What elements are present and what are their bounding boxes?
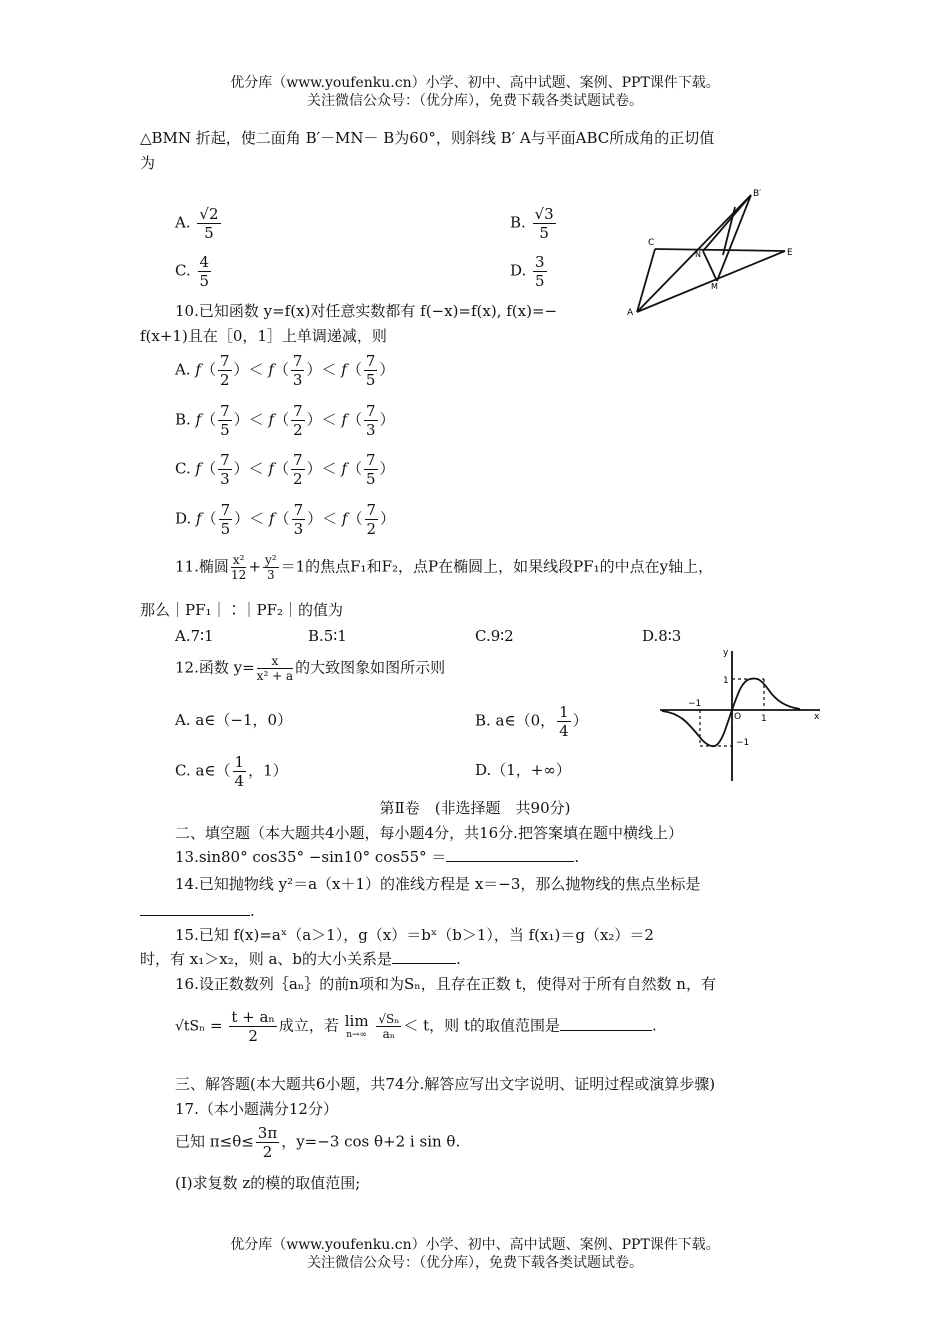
q12-option-c: C. a∈（ $\frac{1}{4}$ ，1） [175,753,288,790]
q12-option-d: D.（1，+∞） [475,761,571,779]
q11-stem-line1: 11.椭圆 $\frac{\text{x²}}{12}$ + $\frac{\text{y²}}{3}$ ＝1的焦点F₁和F₂，点P在椭圆上，如果线段PF₁的中点在y轴上， [175,553,714,582]
q11-option-d: D.8∶3 [642,627,682,645]
q14-answer-blank[interactable] [140,901,250,916]
line-ce [655,249,785,251]
line-nm [703,251,717,281]
footer-line-2: 关注微信公众号：（优分库），免费下载各类试题试卷。 [307,1255,643,1271]
q12-option-b: B. a∈（0， $\frac{1}{4}$ ） [475,703,588,740]
header-line-2: 关注微信公众号：（优分库），免费下载各类试题试卷。 [307,93,643,109]
label-x-axis: x [814,712,820,722]
q17-title: 17.（本小题满分12分） [175,1100,338,1118]
answer-heading: 三、解答题(本大题共6小题，共74分.解答应写出文字说明、证明过程或演算步骤) [175,1075,716,1093]
q15-line2: 时，有 x₁＞x₂，则 a、b的大小关系是 . [140,950,461,968]
label-neg-one-y: −1 [736,738,750,748]
label-a: A [627,308,634,318]
q17-condition: 已知 π≤θ≤ $\frac{3\pi}{2}$ ，y=−3 cos θ+2 i sin θ. [175,1124,461,1161]
label-one-y: 1 [723,676,729,686]
label-origin: O [734,712,742,722]
label-neg-one-x: −1 [688,699,702,709]
label-one-x: 1 [761,714,767,724]
label-y-axis: y [723,648,729,658]
label-e: E [787,248,793,258]
q16-line2: √tSₙ = $\frac{\text{t + aₙ}}{2}$ 成立，若 lim n→∞ $\frac{\text{√Sₙ}}{\text{aₙ}}$ ＜ t，则 t的取值范围是 . [175,1008,657,1045]
q11-option-b: B.5∶1 [308,627,347,645]
q9-stem-line2: 为 [140,154,156,172]
section2-title: 第Ⅱ卷 (非选择题 共90分) [379,799,571,817]
q10-option-a: A. f（ $\frac{7}{2}$ ）＜ f（ $\frac{7}{3}$ ）＜ f（ $\frac{7}{5}$ ） [175,352,395,389]
q15-answer-blank[interactable] [392,949,456,964]
q14-answer-line: . [140,900,255,922]
q10-option-c: C. f（ $\frac{7}{3}$ ）＜ f（ $\frac{7}{2}$ ）＜ f（ $\frac{7}{5}$ ） [175,451,395,488]
label-c: C [648,238,655,248]
q12-function-graph [660,643,828,783]
q10-option-d: D. f（ $\frac{7}{5}$ ）＜ f（ $\frac{7}{3}$ ）＜ f（ $\frac{7}{2}$ ） [175,501,396,538]
fill-in-heading: 二、填空题（本大题共4小题，每小题4分，共16分.把答案填在题中横线上） [175,824,683,842]
header-line-1: 优分库（www.youfenku.cn）小学、初中、高中试题、案例、PPT课件下载。 [230,75,720,91]
label-b1: B′ [753,189,762,199]
q16-answer-blank[interactable] [560,1016,652,1031]
q13-answer-blank[interactable] [446,847,574,862]
q9-option-c: C. $\frac{4}{5}$ [175,253,210,290]
line-inner [723,207,735,255]
q16-line1: 16.设正数数列｛aₙ｝的前n项和为Sₙ，且存在正数 t，使得对于所有自然数 n，有 [175,975,716,993]
label-n: N [695,250,701,259]
q14: 14.已知抛物线 y²＝a（x＋1）的准线方程是 x＝−3，那么抛物线的焦点坐标是 [175,875,701,893]
function-curve [662,678,800,746]
q9-geometry-figure [625,185,800,320]
q10-option-b: B. f（ $\frac{7}{5}$ ）＜ f（ $\frac{7}{2}$ ）＜ f（ $\frac{7}{3}$ ） [175,402,395,439]
label-m: M [711,282,718,291]
q11-option-a: A.7∶1 [175,627,214,645]
q11-option-c: C.9∶2 [475,627,514,645]
q12-option-a: A. a∈（−1，0） [175,711,293,729]
q9-stem-line1: △BMN 折起，使二面角 B′－MN－ B为60°，则斜线 B′ A与平面ABC所成角的正切值 [140,129,715,147]
q11-stem-line2: 那么｜PF₁｜∶｜PF₂｜的值为 [140,601,344,619]
q12-stem: 12.函数 y= $\frac{x}{\text{x² + a}}$ 的大致图象如图所示则 [175,654,446,683]
q17-part1: (Ⅰ)求复数 z的模的取值范围; [175,1174,361,1192]
footer-line-1: 优分库（www.youfenku.cn）小学、初中、高中试题、案例、PPT课件下载。 [230,1237,720,1253]
q10-stem-line2: f(x+1)且在［0，1］上单调递减，则 [140,327,387,345]
q9-option-b: B. $\frac{√3}{5}$ [510,205,554,242]
q9-option-d: D. $\frac{3}{5}$ [510,253,545,290]
q9-option-a: A. $\frac{√2}{5}$ [175,205,219,242]
q15-line1: 15.已知 f(x)=aˣ（a＞1），g（x）＝bˣ（b＞1），当 f(x₁)＝g（x₂）＝2 [175,926,654,944]
q13: 13.sin80° cos35° −sin10° cos55° ＝ . [175,848,580,866]
q10-stem-line1: 10.已知函数 y=f(x)对任意实数都有 f(−x)=f(x), f(x)=− [175,302,558,320]
